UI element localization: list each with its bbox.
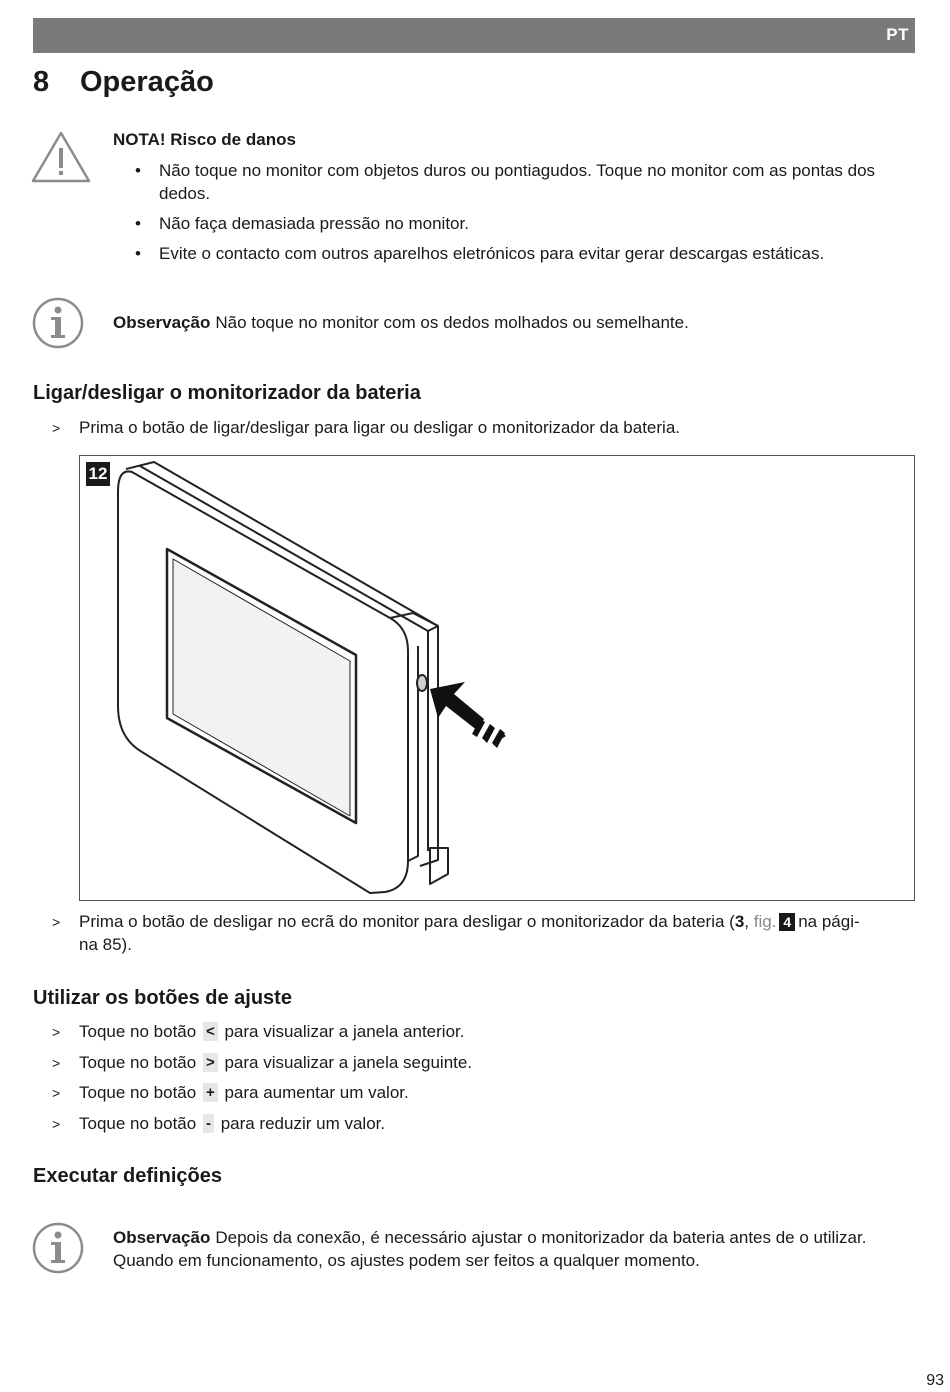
step-power-button <box>52 416 892 440</box>
section-heading-adjust: Utilizar os botões de ajuste <box>33 987 292 1009</box>
list-item <box>52 1081 892 1105</box>
notice-title: NOTA! Risco de danos <box>113 130 296 149</box>
section-heading-settings: Executar definições <box>33 1165 222 1187</box>
step-text: para reduzir um valor. <box>220 1114 386 1133</box>
step-text: Prima o botão de ligar/desligar para ligar ou desligar o monitorizador da bateria. <box>79 418 681 437</box>
list-item: • Não faça demasiada pressão no monitor. <box>135 212 905 235</box>
step-marker: > <box>52 1085 61 1101</box>
step-text: Toque no botão <box>79 1022 197 1041</box>
list-item <box>52 1112 892 1136</box>
page-header-bar <box>33 18 915 53</box>
note-text: Depois da conexão, é necessário ajustar o monitorizador da bateria antes de o utilizar. <box>215 1228 867 1247</box>
figure-reference-link[interactable]: fig. <box>753 912 777 931</box>
page-number: 93 <box>926 1372 944 1389</box>
step-text-continued: na 85). <box>79 935 132 954</box>
plus-button-key: + <box>203 1083 218 1102</box>
step-text-a: Prima o botão de desligar no ecrã do monitor para desligar o monitorizador da bateria ( <box>79 912 735 931</box>
step-text: para aumentar um valor. <box>224 1083 409 1102</box>
step-text: Toque no botão <box>79 1053 197 1072</box>
monitor-illustration <box>80 456 914 900</box>
reference-number: 3 <box>734 912 745 931</box>
chapter-title: Operação <box>80 66 214 98</box>
chapter-heading <box>33 66 214 99</box>
section-heading-power: Ligar/desligar o monitorizador da bateria <box>33 382 421 404</box>
step-text-b: na pági- <box>798 912 860 931</box>
list-item: • Não toque no monitor com objetos duros ou pontiagudos. Toque no monitor com as pontas dos dedos. <box>135 159 905 205</box>
minus-button-key: - <box>203 1114 214 1133</box>
step-marker: > <box>52 1116 61 1132</box>
note-text: Não toque no monitor com os dedos molhados ou semelhante. <box>215 313 689 332</box>
step-text: Toque no botão <box>79 1114 197 1133</box>
note-label: Observação <box>113 313 211 332</box>
next-button-key: > <box>203 1053 218 1072</box>
language-tag: PT <box>886 25 909 44</box>
step-text: para visualizar a janela anterior. <box>224 1022 465 1041</box>
figure-number-badge: 4 <box>779 913 795 931</box>
warning-triangle-icon <box>31 130 91 184</box>
list-item <box>52 1020 892 1044</box>
info-icon <box>32 297 84 349</box>
list-item <box>52 1051 892 1075</box>
figure-number-badge: 12 <box>86 462 110 486</box>
note-label: Observação <box>113 1228 211 1247</box>
list-item: • Evite o contacto com outros aparelhos eletrónicos para evitar gerar descargas estáticas. <box>135 242 905 265</box>
note-observation <box>113 311 903 334</box>
note-settings <box>113 1226 903 1272</box>
step-text: Toque no botão <box>79 1083 197 1102</box>
previous-button-key: < <box>203 1022 218 1041</box>
step-power-off-screen: > Prima o botão de desligar no ecrã do monitor para desligar o monitorizador da bateria (3, fig. 4 na pági- <box>52 910 892 934</box>
step-text: para visualizar a janela seguinte. <box>224 1053 473 1072</box>
step-marker: > <box>52 1024 61 1040</box>
chapter-number: 8 <box>33 66 50 98</box>
step-marker: > <box>52 914 61 930</box>
step-marker: > <box>52 420 61 436</box>
step-marker: > <box>52 1055 61 1071</box>
notice-bullet-list <box>135 159 905 272</box>
info-icon <box>32 1222 84 1274</box>
note-text: Quando em funcionamento, os ajustes podem ser feitos a qualquer momento. <box>113 1251 700 1270</box>
